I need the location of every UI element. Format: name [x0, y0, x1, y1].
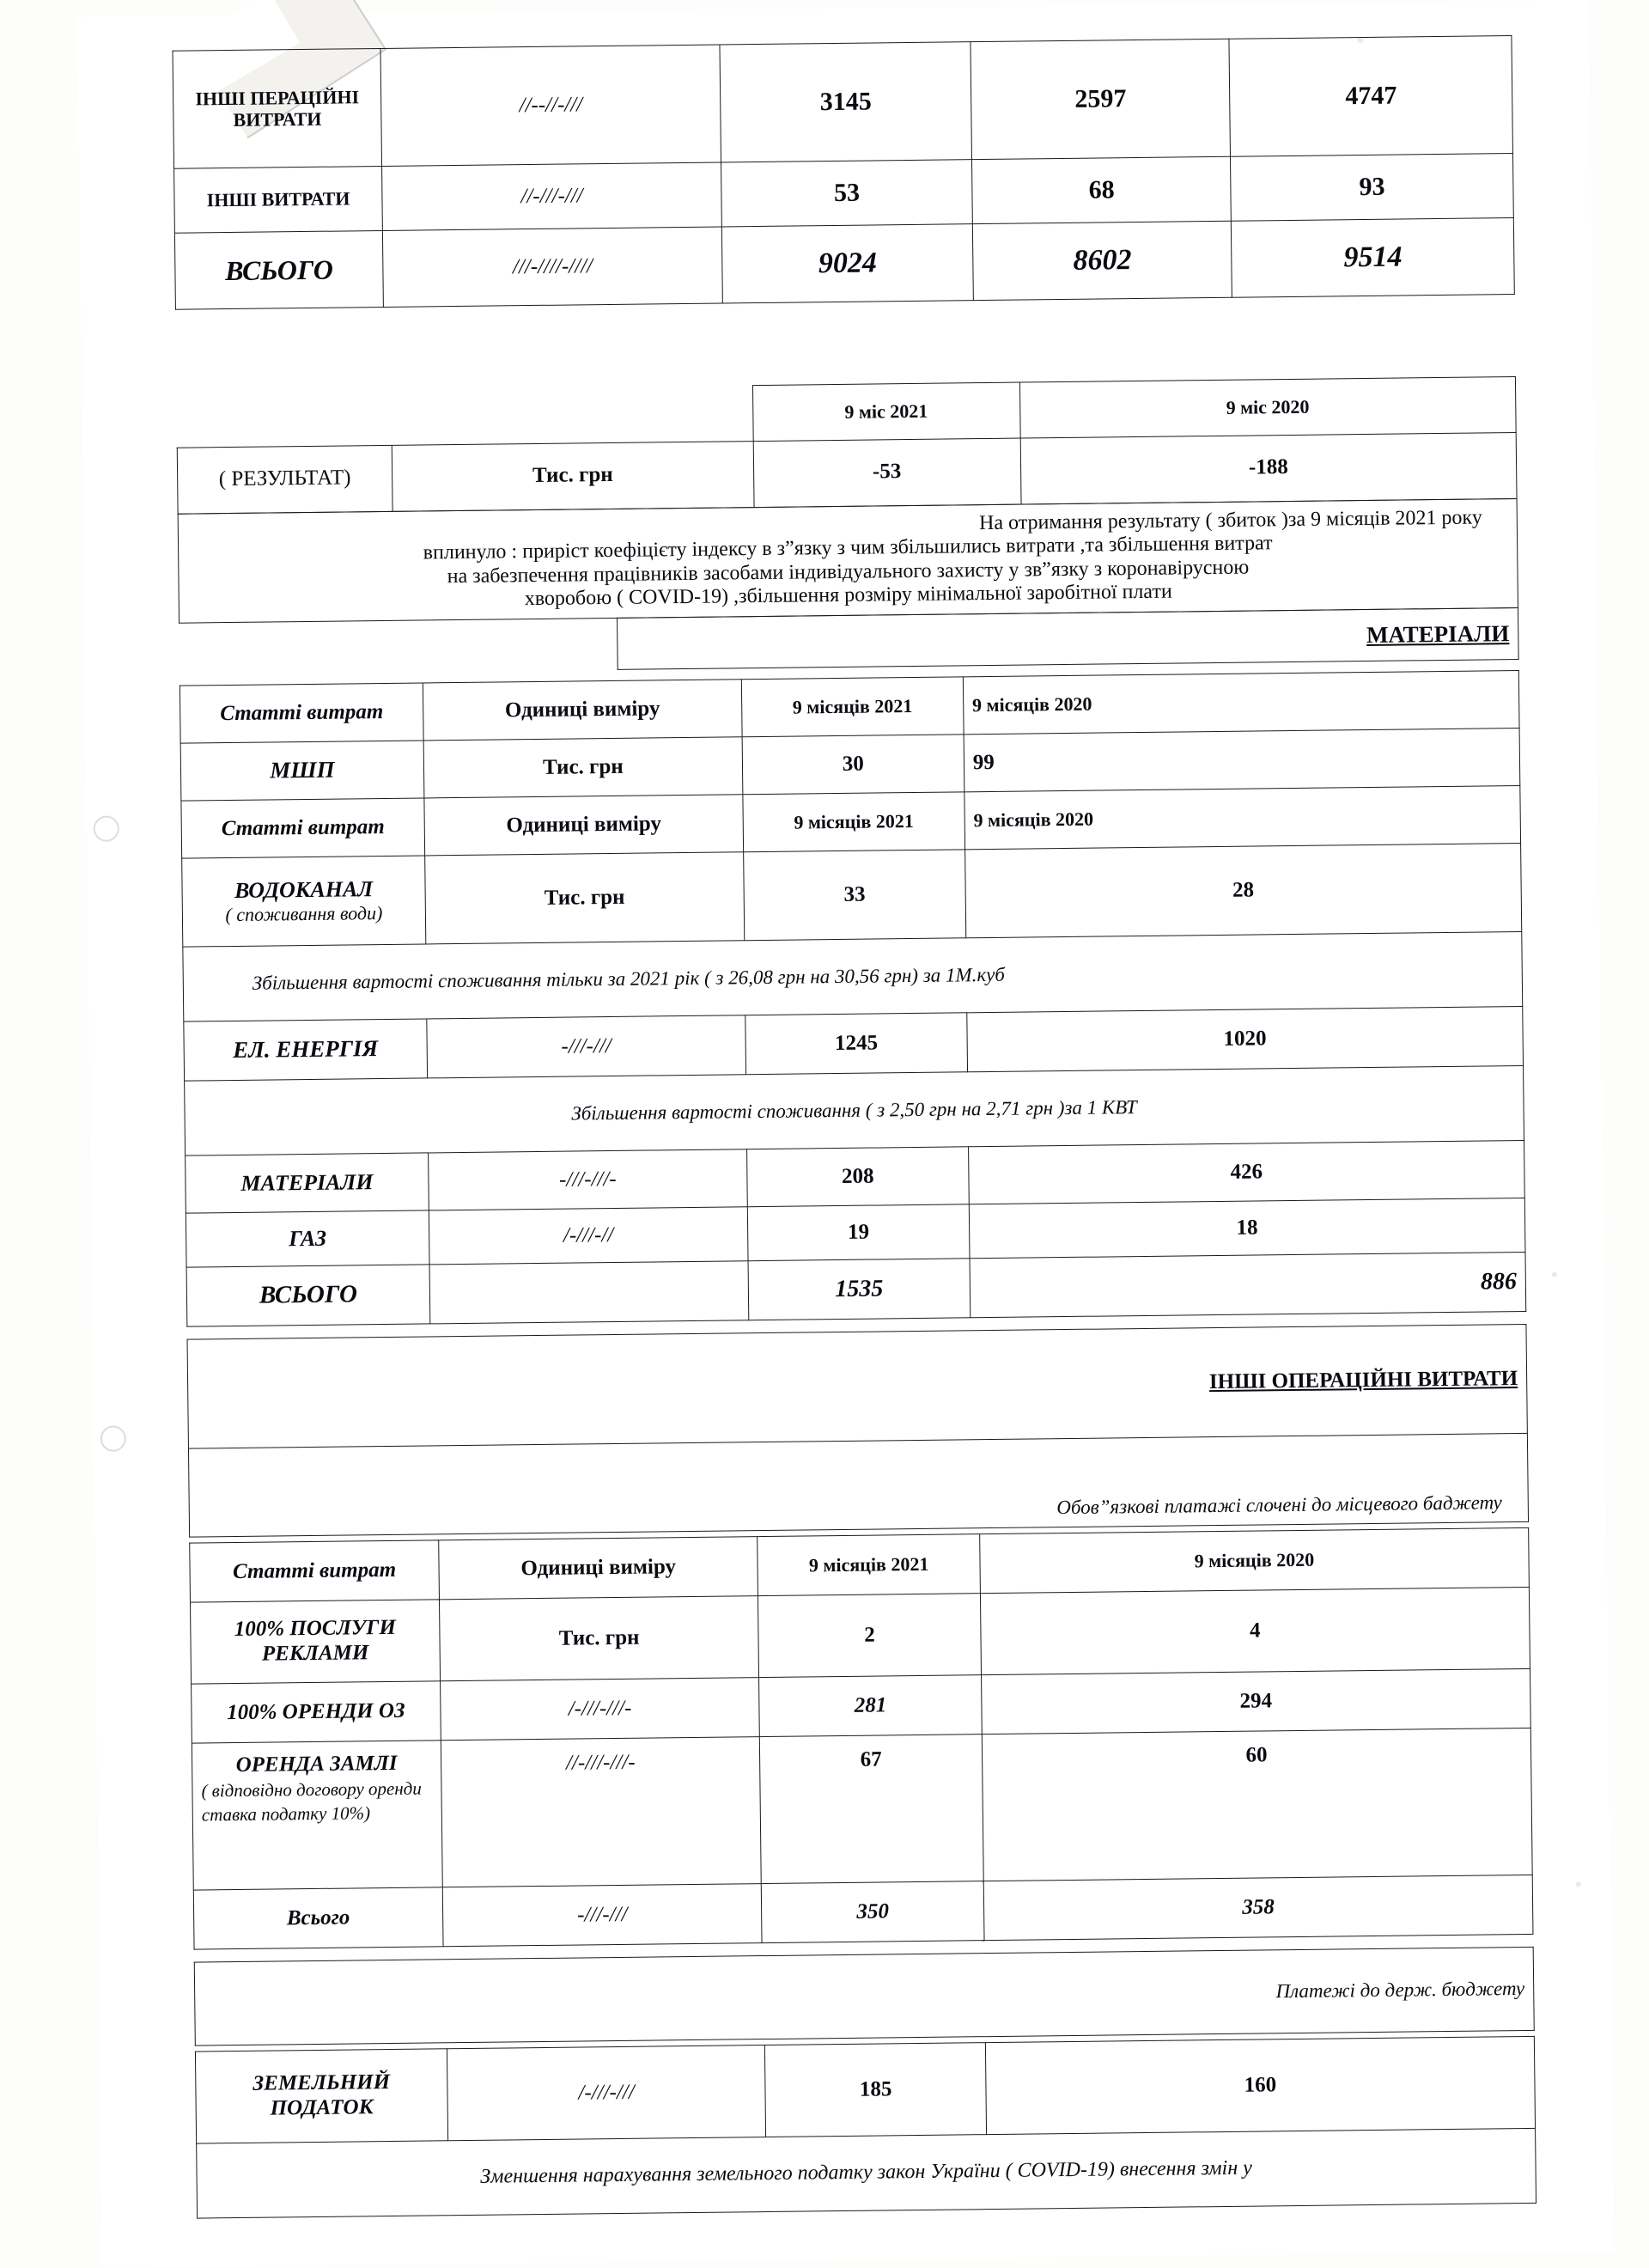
materials-row-mshp-unit: Тис. грн [423, 737, 743, 798]
empty-cell [179, 618, 618, 674]
other-operating-title-block [187, 1324, 1530, 1538]
empty-cell [1232, 295, 1516, 381]
row-v1-total: 9024 [721, 224, 973, 303]
table-row [187, 1324, 1527, 1448]
oo-row-orendazemli-unit: //-///-///- [441, 1736, 761, 1887]
empty-cell [177, 389, 392, 447]
row-v3-other-operating: 4747 [1229, 36, 1512, 157]
oo-row-orendazemli-v1: 67 [760, 1735, 983, 1884]
materials-row-vodokanal-unit: Тис. грн [425, 852, 745, 944]
materials-header2-articles: Статті витрат [181, 798, 425, 858]
materials-row-materials-v2: 426 [968, 1140, 1524, 1204]
materials-table [180, 670, 1526, 1327]
row-v2-other-expenses: 68 [972, 156, 1232, 223]
oo-row-orendazemli-label [192, 1741, 442, 1890]
row-v3-other-expenses: 93 [1231, 154, 1514, 222]
oo-row-total-v2: 358 [983, 1875, 1533, 1940]
materials-row-gas-v1: 19 [747, 1204, 970, 1261]
empty-cell [973, 297, 1232, 383]
document-page [77, 0, 1615, 2268]
materials-row-vodokanal-name: ВОДОКАНАЛ [234, 876, 374, 904]
materials-row-mshp-v2: 99 [964, 728, 1520, 791]
paragraph-line-4: хворобою ( COVID-19) ,збільшення розміру мінімальної заробітної плати [524, 580, 1172, 611]
row-label-other-operating: ІНШІ ПЕРАЦІЙНІ ВИТРАТИ [173, 48, 382, 168]
oo-header-2021: 9 місяців 2021 [758, 1534, 980, 1596]
materials-header2-2020: 9 місяців 2020 [964, 785, 1521, 849]
materials-row-mshp-label: МШП [180, 741, 424, 801]
land-tax-unit: /-///-/// [447, 2045, 766, 2140]
empty-cell [391, 386, 752, 445]
oo-row-total-unit: -///-/// [442, 1883, 762, 1946]
materials-row-vodokanal-v2: 28 [964, 843, 1521, 937]
land-tax-v1: 185 [765, 2043, 987, 2137]
materials-header2-units: Одиниці виміру [424, 795, 744, 856]
row-v2-other-operating: 2597 [971, 39, 1231, 159]
materials-row-vodokanal-v1: 33 [743, 850, 965, 941]
paragraph-line-2: вплинуло : приріст коефіцієту індексу в з”язку з чим збільшились витрати ,та збільшення витрат [423, 532, 1273, 564]
oo-row-orendazemli-name: ОРЕНДА ЗАМЛІ [235, 1751, 398, 1777]
result-table [176, 376, 1518, 514]
materials-row-energy-v2: 1020 [967, 1006, 1524, 1071]
table-row [182, 843, 1522, 947]
note-state-budget: Платежі до держ. бюджету [194, 1947, 1534, 2045]
materials-note-water: Збільшення вартості споживання тільки за 2021 рік ( з 26,08 грн на 30,56 грн) за 1М.куб [183, 931, 1523, 1021]
oo-row-orendaoz-unit: /-///-///- [440, 1677, 759, 1740]
materials-row-total-v2: 886 [970, 1252, 1526, 1317]
table-row [190, 1587, 1530, 1684]
row-label-total: ВСЬОГО [174, 230, 383, 309]
scan-speck [1576, 1881, 1581, 1887]
materials-row-energy-v1: 1245 [745, 1013, 968, 1075]
row-v2-total: 8602 [972, 221, 1232, 300]
oo-row-reklama-v2: 4 [980, 1587, 1530, 1674]
oo-header-2020: 9 місяців 2020 [979, 1527, 1529, 1593]
result-row-v2: -188 [1020, 432, 1517, 504]
note-land-tax-reduction: Зменшення нарахування земельного податку закон України ( COVID-19) внесення змін у [197, 2128, 1536, 2218]
materials-row-total-v1: 1535 [748, 1259, 971, 1320]
materials-header-articles: Статті витрат [180, 683, 423, 743]
materials-row-gas-unit: /-///-// [429, 1207, 748, 1265]
materials-row-energy-unit: -///-/// [427, 1015, 746, 1078]
materials-note-energy: Збільшення вартості споживання ( з 2,50 грн на 2,71 грн )за 1 КВТ [185, 1065, 1524, 1155]
materials-row-total-unit [429, 1261, 749, 1324]
table-row [178, 498, 1518, 623]
scan-speck [1552, 1272, 1557, 1277]
explanation-paragraph [178, 498, 1518, 623]
note-local-budget: Обов”язкові платажі слочені до місцевого баджету [188, 1433, 1528, 1537]
result-row-unit: Тис. грн [392, 441, 753, 511]
materials-row-gas-label: ГАЗ [186, 1210, 429, 1267]
oo-row-orendaoz-label: 100% ОРЕНДИ ОЗ [192, 1681, 441, 1743]
row-v3-total: 9514 [1232, 218, 1515, 298]
paragraph-line-3: на забезпечення працівників засобами індивідуального захисту у зв”язку з коронавірусною [447, 556, 1250, 588]
section-title-materials: МАТЕРІАЛИ [618, 607, 1519, 669]
row-v1-other-expenses: 53 [721, 160, 973, 227]
oo-row-reklama-label: 100% ПОСЛУГИ РЕКЛАМИ [190, 1600, 440, 1684]
row-unit-total: ///-////-//// [383, 227, 723, 307]
materials-header-2020: 9 місяців 2020 [963, 670, 1519, 734]
state-budget-block [194, 1947, 1535, 2046]
land-tax-label: ЗЕМЕЛЬНИЙ ПОДАТОК [195, 2049, 447, 2143]
materials-row-materials-v1: 208 [746, 1147, 969, 1207]
oo-row-orendaoz-v1: 281 [759, 1675, 982, 1737]
materials-row-energy-label: ЕЛ. ЕНЕРГІЯ [184, 1019, 428, 1081]
scan-hole-mark [100, 1425, 126, 1451]
result-row-v1: -53 [753, 438, 1021, 508]
table-row [194, 1947, 1534, 2045]
empty-cell [722, 301, 974, 387]
row-unit-other-expenses: //-///-/// [382, 162, 722, 230]
materials-header-units: Одиниці виміру [423, 680, 742, 741]
empty-cell [175, 307, 384, 392]
land-tax-table [195, 2036, 1536, 2219]
explanation-block [178, 498, 1518, 624]
empty-cell [384, 303, 724, 390]
land-tax-v2: 160 [985, 2036, 1535, 2134]
materials-row-mshp-v1: 30 [742, 735, 964, 795]
table-row [188, 1433, 1528, 1537]
table-row [197, 2128, 1536, 2218]
oo-header-articles: Статті витрат [190, 1540, 440, 1602]
document-content [173, 35, 1537, 2218]
materials-row-materials-unit: -///-///- [429, 1149, 748, 1210]
oo-row-total-label: Всього [193, 1887, 443, 1949]
materials-row-total-label: ВСЬОГО [186, 1265, 430, 1326]
section-title-other-operating: ІНШІ ОПЕРАЦІЙНІ ВИТРАТИ [187, 1324, 1527, 1448]
materials-row-gas-v2: 18 [969, 1198, 1525, 1258]
result-header-2020: 9 міс 2020 [1019, 377, 1516, 438]
materials-row-vodokanal-note: ( споживання води) [225, 902, 383, 926]
materials-row-materials-label: МАТЕРІАЛИ [186, 1153, 429, 1213]
oo-row-reklama-v1: 2 [758, 1594, 981, 1678]
materials-header-2021: 9 місяців 2021 [741, 677, 964, 737]
oo-row-reklama-unit: Тис. грн [439, 1595, 759, 1680]
row-v1-other-operating: 3145 [720, 42, 972, 162]
row-label-other-expenses: ІНШІ ВИТРАТИ [174, 166, 383, 233]
oo-row-orendaoz-v2: 294 [981, 1668, 1530, 1734]
table-row [173, 36, 1512, 169]
table-row [195, 2036, 1535, 2143]
result-header-2021: 9 міс 2021 [752, 382, 1020, 441]
table-row-empty [175, 295, 1515, 393]
scan-hole-mark [94, 815, 119, 841]
oo-header-units: Одиниці виміру [439, 1536, 758, 1599]
materials-header2-2021: 9 місяців 2021 [743, 792, 965, 852]
paragraph-line-1: На отримання результату ( збиток )за 9 місяців 2021 року [978, 505, 1482, 534]
other-operating-table [189, 1527, 1533, 1950]
oo-row-orendazemli-v2: 60 [982, 1728, 1532, 1881]
materials-row-vodokanal-label [182, 856, 426, 947]
expenses-top-table [173, 35, 1516, 393]
oo-row-orendazemli-note: ( відповідно договору оренди ставка податку 10%) [201, 1777, 422, 1826]
oo-row-total-v1: 350 [762, 1881, 984, 1943]
row-unit-other-operating: //--//-/// [380, 45, 721, 166]
result-row-label: ( РЕЗУЛЬТАТ) [177, 445, 392, 514]
table-row [192, 1728, 1532, 1890]
